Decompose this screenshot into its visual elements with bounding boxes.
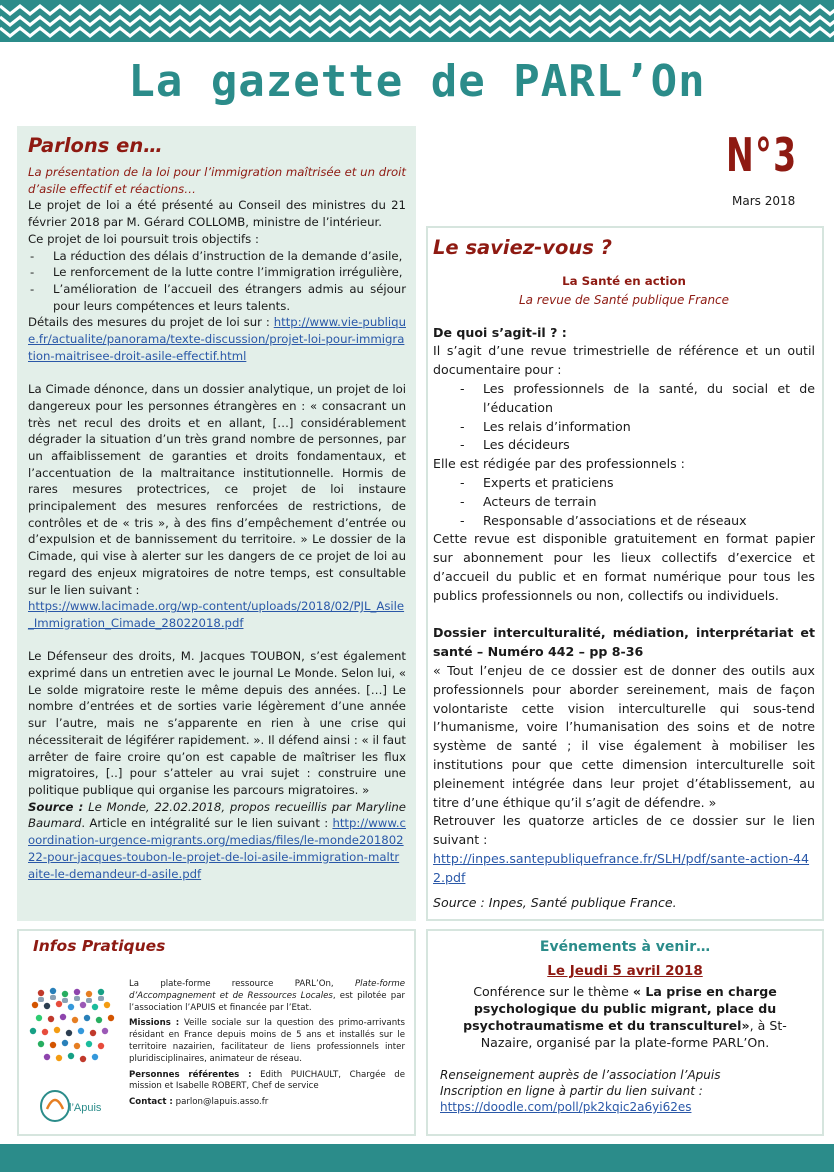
persons-para: Personnes référentes : Edith PUICHAULT, Chargée de mission et Isabelle ROBERT, Chef de service (129, 1069, 406, 1092)
gazette-title: La gazette de PARL’On (128, 56, 706, 107)
authors-list (433, 474, 815, 530)
source-label: Source : (28, 799, 84, 814)
question-heading: De quoi s’agit-il ? : (433, 324, 567, 340)
authors-intro: Elle est rédigée par des professionnels : (433, 456, 685, 472)
dossier-quote: « Tout l’enjeu de ce dossier est de donner des outils aux professionnels pour aborder sereinement, mais de façon volontariste cette vision interculturelle qui sous-tend l’humanisme, voire l’humanisation des soins et de notre système de santé ; il vise également à mobiliser les institutions pour que cette dimension interculturelle soit pleinement intégrée dans leur projet d’établissement, au titre d’une éthique qu’il s’agit de défendre. » (433, 662, 815, 810)
cimade-link[interactable]: https://www.lacimade.org/wp-content/uploads/2018/02/PJL_Asile_Immigration_Cimade_28022018.pdf (28, 599, 405, 630)
list-item: - Le renforcement de la lutte contre l’immigration irrégulière, (28, 264, 406, 281)
doodle-link[interactable]: https://doodle.com/poll/pk2kqic2a6yi62es (440, 1100, 692, 1114)
objectives-list (28, 248, 406, 315)
list-item: - L’amélioration de l’accueil des étrangers admis au séjour pour leurs compétences et leurs talents. (28, 281, 406, 314)
people-crowd-image (27, 981, 123, 1131)
saviez-vous-section (426, 226, 824, 921)
evenements-heading: Evénements à venir… (539, 939, 711, 955)
availability-paragraph: Cette revue est disponible gratuitement en format papier sur abonnement pour les lieux collectifs d’exercice et d’accueil du public et en format numérique pour tous les publics professionnels ou non, collectifs ou individuels. (433, 531, 815, 603)
defenseur-paragraph: Le Défenseur des droits, M. Jacques TOUBON, s’est également exprimé dans un entretien avec le journal Le Monde. Selon lui, « Le solde migratoire reste le même depuis des années. […] Le nombre d’entrées et de sorties varie légèrement d’une année sur l’autre, mais ne s’apparente en rien à une crise qui nécessiterait de légiférer rapidement. ». Il défend ainsi : « il faut arrêter de faire croire qu’on est capable de maîtriser les flux migratoires, [..] pour s’atteler au vrai sujet : construire une politique publique qui organise les parcours migratoires. » (28, 649, 406, 797)
saviez-source: Source : Inpes, Santé publique France. (433, 894, 677, 910)
list-item: - Acteurs de terrain (433, 493, 815, 512)
retrouver-text: Retrouver les quatorze articles de ce dossier sur le lien suivant : (433, 813, 815, 848)
infos-pratiques-heading: Infos Pratiques (33, 937, 166, 955)
parlons-subtitle: La présentation de la loi pour l’immigration maîtrisée et un droit d’asile effectif et réactions… (28, 165, 406, 196)
details-paragraph (28, 314, 406, 364)
revue-subtitle: La revue de Santé publique France (518, 292, 730, 307)
contact-email[interactable]: parlon@lapuis.asso.fr (175, 1097, 269, 1108)
revue-title: La Santé en action (562, 274, 686, 288)
footer-bar (0, 1144, 834, 1172)
list-item: - Les relais d’information (433, 418, 815, 437)
missions-para: Missions : Veille sociale sur la question des primo-arrivants résidant en France depuis moins de 5 ans et installés sur le territoire nazairien, facilitateur de liens professionnels inter pluridisciplinaires, animateur de réseau. (129, 1018, 405, 1064)
evenements-section (426, 929, 824, 1136)
parlons-en-heading: Parlons en… (28, 134, 163, 157)
audience-list (433, 380, 815, 455)
cimade-paragraph: La Cimade dénonce, dans un dossier analytique, un projet de loi dangereux pour les personnes étrangères en : « consacrant un très net recul des droits et en allant, […] considérablement dégrader la situation d’un très grand nombre de personnes, par un affaiblissement de garanties et droits fondamentaux, et l’accentuation de la maltraitance institutionnelle. Hormis de rares mesures protectrices, ce projet de loi instaure principalement des mesures renforcées de restrictions, de contrôles et de « tris », à des fins d’empêchement d’entrée ou d’expulsion et de bannissement du territoire. » Le dossier de la Cimade, qui vise à alerter sur les dangers de ce projet de loi au regard des enjeux migratoires de notre temps, est consultable sur le lien suivant : (28, 382, 406, 597)
dossier-title: Dossier interculturalité, médiation, interprétariat et santé – Numéro 442 – pp 8-36 (433, 625, 815, 660)
list-item: - Les professionnels de la santé, du social et de l’éducation (433, 380, 815, 418)
event-date: Le Jeudi 5 avril 2018 (547, 963, 703, 979)
event-description: Conférence sur le thème « La prise en charge psychologique du public migrant, place du psychotraumatisme et du transculturel», à St-Nazaire, organisé par la plate-forme PARL’On. (463, 984, 787, 1050)
issue-date: Mars 2018 (732, 194, 796, 208)
source-after: . Article en intégralité sur le lien suivant : (81, 816, 329, 831)
details-text: Détails des mesures du projet de loi sur : (28, 315, 270, 330)
vie-publique-link[interactable]: http://www.vie-publique.fr/actualite/panorama/texte-discussion/projet-loi-pour-immigration-maitrisee-droit-asile-effectif.html (28, 315, 406, 363)
le-monde-link[interactable]: http://www.coordination-urgence-migrants.org/medias/files/le-monde20180222-pour-jacques-toubon-le-projet-de-loi-asile-immigration-maltraite-le-demandeur-d-asile.pdf (28, 816, 406, 881)
source-text: Le Monde, 22.02.2018, propos recueillis par Maryline Baumard (28, 799, 406, 831)
apuis-logo-text: l’Apuis (69, 1102, 102, 1114)
contact-para: Contact : parlon@lapuis.asso.fr (129, 1097, 269, 1108)
apuis-logo (41, 1091, 102, 1121)
list-item: - Les décideurs (433, 436, 815, 455)
chevron-pattern-header (0, 0, 834, 42)
list-item: - Responsable d’associations et de réseaux (433, 512, 815, 531)
saviez-vous-heading: Le saviez-vous ? (433, 236, 612, 259)
event-info: Renseignement auprès de l’association l’Apuis Inscription en ligne à partir du lien suivant : https://doodle.com/poll/pk2kqic2a6yi62es (440, 1068, 721, 1114)
infos-text-block (129, 979, 405, 1113)
list-item: - Experts et praticiens (433, 474, 815, 493)
parlons-intro: Le projet de loi a été présenté au Conseil des ministres du 21 février 2018 par M. Gérard COLLOMB, ministre de l’intérieur. (28, 198, 406, 230)
inpes-link[interactable]: http://inpes.santepubliquefrance.fr/SLH/pdf/sante-action-442.pdf (433, 850, 810, 885)
parlons-en-section (17, 126, 416, 921)
list-item: - La réduction des délais d’instruction de la demande d’asile, (28, 248, 406, 265)
objectives-intro: Ce projet de loi poursuit trois objectifs : (28, 231, 259, 246)
source-paragraph (28, 799, 406, 883)
issue-number: N°3 (726, 128, 798, 182)
revue-description: Il s’agit d’une revue trimestrielle de référence et un outil documentaire pour : (433, 343, 815, 378)
infos-para1: La plate-forme ressource PARL’On, Plate-forme d’Accompagnement et de Ressources Locales, est pilotée par l’association l’APUIS et financée par l’Etat. (129, 979, 406, 1013)
infos-pratiques-section (17, 929, 416, 1136)
